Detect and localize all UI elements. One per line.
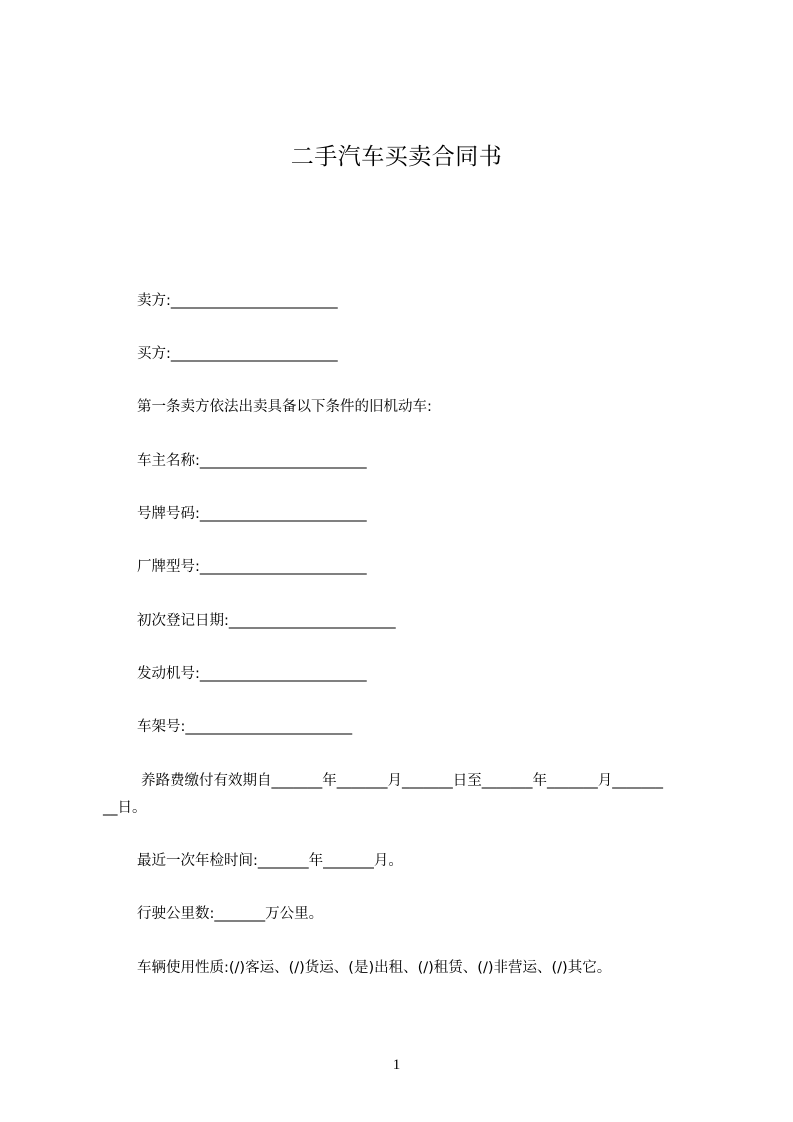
engine-number-field: 发动机号:_______________________ [137,666,367,682]
road-fee-validity-line-2: __日。 [103,800,147,816]
first-registration-date-field: 初次登记日期:_______________________ [137,613,396,629]
article-1-heading: 第一条卖方依法出卖具备以下条件的旧机动车: [137,399,432,415]
brand-model-field: 厂牌型号:_______________________ [137,559,367,575]
page-number: 1 [392,1057,401,1073]
seller-field: 卖方:_______________________ [137,293,338,309]
road-fee-validity-line-1: 养路费缴付有效期自_______年_______月_______日至_______年_______月_______ [141,773,663,789]
frame-number-field: 车架号:_______________________ [137,719,353,735]
document-title: 二手汽车买卖合同书 [290,144,503,170]
plate-number-field: 号牌号码:_______________________ [137,506,367,522]
mileage-field: 行驶公里数:_______万公里。 [137,906,324,922]
vehicle-usage-nature-field: 车辆使用性质:(/)客运、(/)货运、(是)出租、(/)租赁、(/)非营运、(/)其它。 [137,960,612,976]
owner-name-field: 车主名称:_______________________ [137,453,367,469]
last-inspection-field: 最近一次年检时间:_______年_______月。 [137,853,403,869]
buyer-field: 买方:_______________________ [137,346,338,362]
